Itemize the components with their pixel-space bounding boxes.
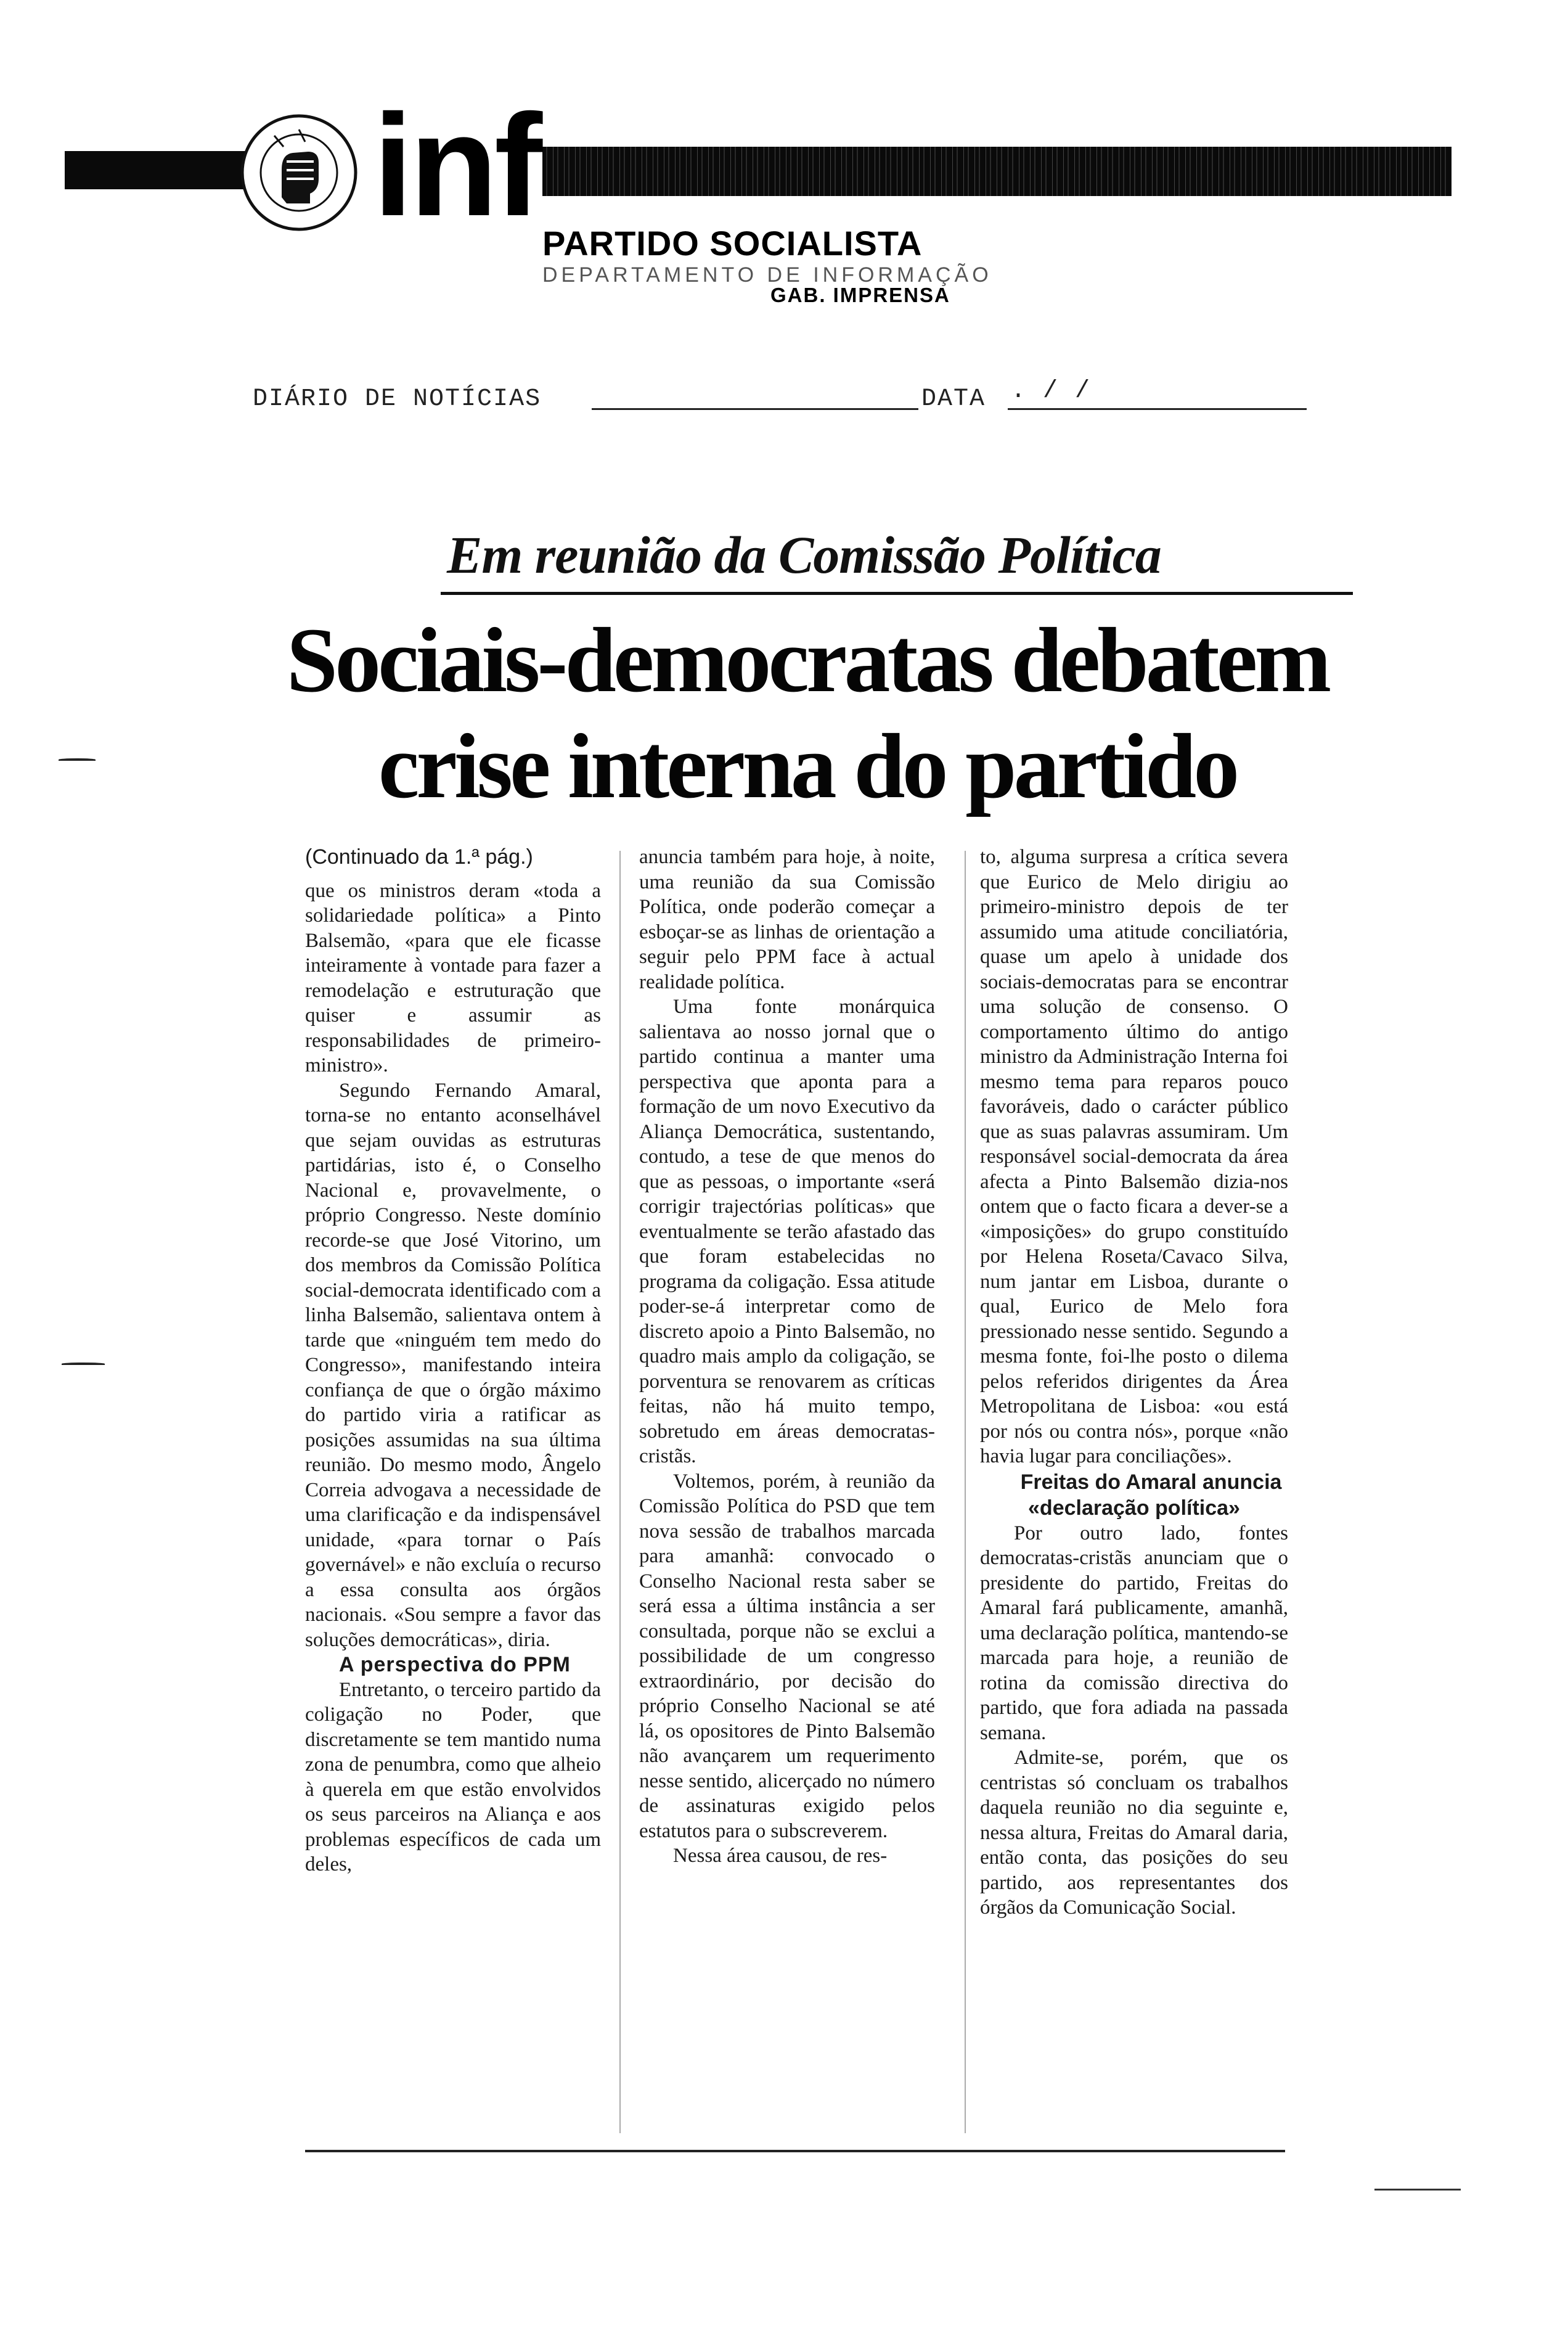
date-rule <box>1008 408 1307 410</box>
paragraph: Nessa área causou, de res- <box>673 1845 888 1867</box>
header-bar-left <box>65 151 250 189</box>
paragraph: Admite-se, porém, que os centristas só concluam os trabalhos daquela reunião no dia seguinte e, nessa altura, Freitas do Amaral daria, então conta, das posições do seu partido, aos representantes dos órgãos da Comunicação Social. <box>980 1747 1288 1919</box>
paragraph: Voltemos, porém, à reunião da Comissão Política do PSD que tem nova sessão de trabalhos marcada para amanhã: convocado o Conselho Nacional resta saber se será essa a última instância a ser consultada, porque não se exclui a possibilidade de um congresso extraordinário, por decisão do próprio Conselho Nacional se até lá, os opositores de Pinto Balsemão não avançarem um requerimento nesse sentido, alicerçado no número de assinaturas exigido pelos estatutos para o subscreverem. <box>639 1470 935 1842</box>
column-divider <box>965 851 966 2133</box>
paragraph: que os ministros deram «toda a solidariedade política» a Pinto Balsemão, «para que ele ficasse inteiramente à vontade para fazer a remodelação e estruturação que quiser e assumir as responsabilidades de primeiro-ministro». <box>305 879 601 1076</box>
paragraph: Uma fonte monárquica salientava ao nosso jornal que o partido continua a manter uma perspectiva que aponta para a formação de um novo Executivo da Aliança Democrática, sustentando, contudo, a tese de que menos do que as pessoas, o importante «será corrigir trajectórias políticas» que eventualmente se terão afastado das que foram estabelecidas no programa da coligação. Essa atitude poder-se-á interpretar como de discreto apoio a Pinto Balsemão, no quadro mais amplo da coligação, se porventura se renovarem as críticas feitas, não há muito tempo, sobretudo em áreas democratas-cristãs. <box>639 996 935 1467</box>
continued-note: (Continuado da 1.ª pág.) <box>305 845 533 869</box>
article-column-2 <box>639 845 935 1869</box>
scan-mark <box>62 1363 105 1365</box>
clipping-bottom-rule <box>305 2150 1285 2152</box>
paragraph: to, alguma surpresa a crítica severa que Eurico de Melo dirigiu ao primeiro-ministro depois de ter assumido uma atitude conciliatória, quase um apelo à unidade dos sociais-democratas para se encontrar uma solução de consenso. O comportamento último do antigo ministro da Administração Interna foi mesmo tema para reparos pouco favoráveis, dado o carácter público que as suas palavras assumiram. Um responsável social-democrata da área afecta a Pinto Balsemão dizia-nos ontem que o facto ficara a dever-se a «imposições» do grupo constituído por Helena Roseta/Cavaco Silva, num jantar em Lisboa, durante o qual, Eurico de Melo fora pressionado nesse sentido. Segundo a mesma fonte, foi-lhe posto o dilema pelos referidos dirigentes da Área Metropolitana de Lisboa: «ou está por nós ou contra nós», porque «não havia lugar para conciliações». <box>980 846 1288 1467</box>
date-value: . / / <box>1011 377 1092 405</box>
newspaper-name: DIÁRIO DE NOTÍCIAS <box>253 385 542 413</box>
ps-fist-logo <box>237 111 361 234</box>
article-kicker: Em reunião da Comissão Política <box>447 525 1161 584</box>
article-headline: Sociais-democratas debatem crise interna do partido <box>286 609 1329 818</box>
header-bar-right <box>542 147 1452 196</box>
article-clipping <box>262 499 1353 2189</box>
paragraph: anuncia também para hoje, à noite, uma reunião da sua Comissão Política, onde poderão começar a esboçar-se as linhas de orientação a seguir pelo PPM face à actual realidade política. <box>639 846 935 993</box>
department-name: DEPARTAMENTO DE INFORMAÇÃO <box>542 263 992 287</box>
scan-mark <box>1374 2189 1461 2191</box>
paragraph: Entretanto, o terceiro partido da coligação no Poder, que discretamente se tem mantido numa zona de penumbra, como que alheio à querela em que estão envolvidos os seus parceiros na Aliança e aos problemas específicos de cada um deles, <box>305 1678 601 1875</box>
subheading-freitas: Freitas do Amaral anuncia «declaração política» <box>1020 1470 1282 1520</box>
paragraph: Segundo Fernando Amaral, torna-se no entanto aconselhável que sejam ouvidas as estruturas partidárias, isto é, o Conselho Nacional e, provavelmente, o próprio Congresso. Neste domínio recorde-se que José Vitorino, um dos membros da Comissão Política social-democrata identificado com a linha Balsemão, salientava ontem à tarde que «ninguém tem medo do Congresso», manifestando inteira confiança de que o órgão máximo do partido viria a ratificar as posições assumidas na sua última reunião. Do mesmo modo, Ângelo Correia advogava a necessidade de uma clarificação e da indispensável unidade, «para tornar o País governável» e não excluía o recurso a essa consulta aos órgãos nacionais. «Sou sempre a favor das soluções democráticas», diria. <box>305 1079 601 1651</box>
office-name: GAB. IMPRENSA <box>770 284 950 306</box>
organization-name: PARTIDO SOCIALISTA <box>542 224 923 263</box>
column-divider <box>619 851 621 2133</box>
article-column-3 <box>980 845 1288 1920</box>
kicker-rule <box>441 592 1353 595</box>
brand-inf: inf <box>373 84 539 246</box>
subheading-ppm: A perspectiva do PPM <box>339 1653 571 1676</box>
scan-mark <box>59 758 96 761</box>
newspaper-rule <box>592 408 918 410</box>
article-column-1 <box>305 845 601 1877</box>
paragraph: Por outro lado, fontes democratas-cristãs anunciam que o presidente do partido, Freitas do Amaral fará publicamente, amanhã, uma declaração política, mantendo-se marcada para hoje, a reunião de rotina da comissão directiva do partido, que fora adiada na passada semana. <box>980 1522 1288 1744</box>
date-label: DATA <box>921 385 986 413</box>
